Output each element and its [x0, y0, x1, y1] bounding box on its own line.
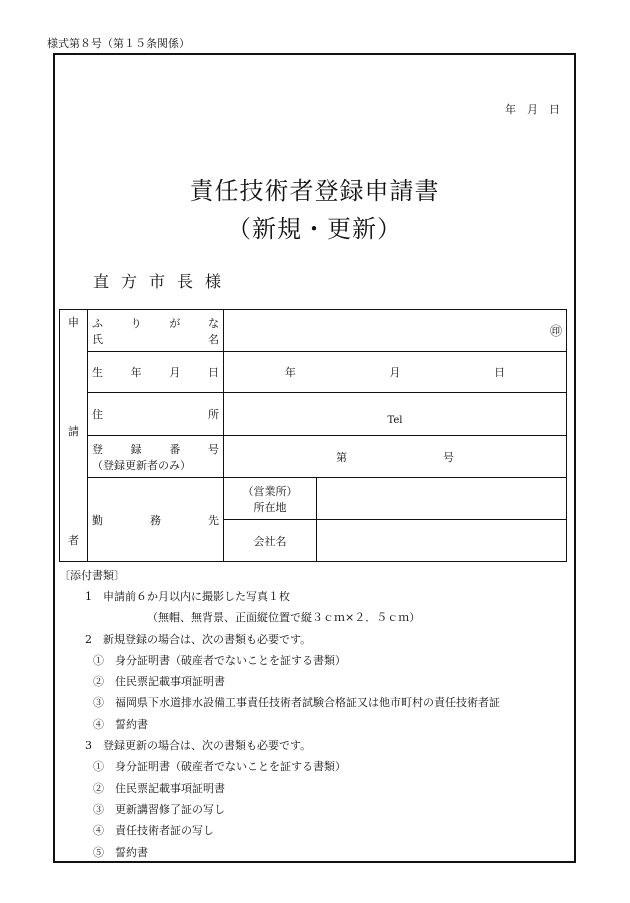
company-label-cell [224, 520, 317, 562]
addressee: 直方市長様 [93, 272, 234, 291]
attachments-heading: 〔添付書類〕 [59, 569, 125, 582]
furigana-label: ふ り が な [92, 316, 219, 330]
attachment-item: ③ 更新講習修了証の写し [93, 802, 225, 816]
applicant-label-char: 者 [68, 534, 79, 547]
attachment-item: ② 住民票記載事項証明書 [93, 675, 225, 689]
attachment-item: ④ 誓約書 [93, 717, 148, 731]
address-field[interactable] [224, 393, 567, 436]
birthdate-month-unit: 月 [389, 366, 401, 379]
regno-label: 登 録 番 号 [92, 442, 219, 456]
attachment-item: ① 身分証明書（破産者でないことを証する書類） [93, 760, 346, 774]
name-label: 氏 名 [92, 332, 219, 346]
birthdate-field[interactable] [224, 352, 567, 393]
attachments-list [85, 586, 500, 863]
name-field[interactable] [224, 310, 567, 352]
attachment-item: ② 住民票記載事項証明書 [93, 781, 225, 795]
applicant-table [59, 309, 567, 562]
attachment-item: ④ 責任技術者証の写し [93, 824, 214, 838]
name-label-cell [88, 310, 224, 352]
office-location-label: 所在地 [253, 500, 287, 514]
form-frame [53, 53, 576, 863]
birthdate-label-cell [88, 352, 224, 393]
attachment-item: ⑤ 誓約書 [93, 845, 148, 859]
company-name-field[interactable] [317, 520, 567, 562]
attachment-item: 1 申請前６か月以内に撮影した写真１枚 [85, 590, 290, 603]
regno-prefix: 第 [336, 450, 347, 464]
office-label: （営業所） [242, 484, 298, 498]
birthdate-year-unit: 年 [284, 366, 296, 379]
attachment-item: 3 登録更新の場合は、次の書類も必要です。 [85, 739, 312, 753]
form-title: 責任技術者登録申請書 [189, 177, 440, 205]
regno-field[interactable] [224, 436, 567, 478]
attachment-item: ③ 福岡県下水道排水設備工事責任技術者試験合格証又は他市町村の責任技術者証 [93, 696, 500, 710]
tel-label: Tel [387, 414, 403, 426]
workplace-label: 勤 務 先 [92, 513, 219, 527]
workplace-label-cell [88, 478, 224, 562]
birthdate-day-unit: 日 [494, 366, 506, 379]
form-number: 様式第８号（第１５条関係） [47, 37, 190, 50]
attachment-item: （無帽、無背景、正面縦位置で縦３ｃｍ×２．５ｃｍ） [147, 611, 421, 625]
regno-note: （登録更新者のみ） [92, 458, 191, 472]
address-label: 住 所 [92, 408, 219, 421]
attachment-item: ① 身分証明書（破産者でないことを証する書類） [93, 653, 346, 667]
company-label: 会社名 [253, 534, 287, 548]
applicant-label-char: 請 [68, 425, 79, 438]
seal-mark: ㊞ [549, 324, 562, 338]
applicant-label-char: 申 [68, 316, 79, 329]
regno-label-cell [88, 436, 224, 478]
office-label-cell [224, 478, 317, 520]
form-subtitle: （新規・更新） [227, 215, 402, 243]
applicant-section-label [60, 310, 88, 562]
birthdate-label: 生 年 月 日 [92, 366, 219, 379]
address-label-cell [88, 393, 224, 436]
date-line: 年 月 日 [505, 103, 560, 116]
office-location-field[interactable] [317, 478, 567, 520]
attachment-item: 2 新規登録の場合は、次の書類も必要です。 [85, 632, 312, 646]
regno-suffix: 号 [443, 450, 454, 464]
